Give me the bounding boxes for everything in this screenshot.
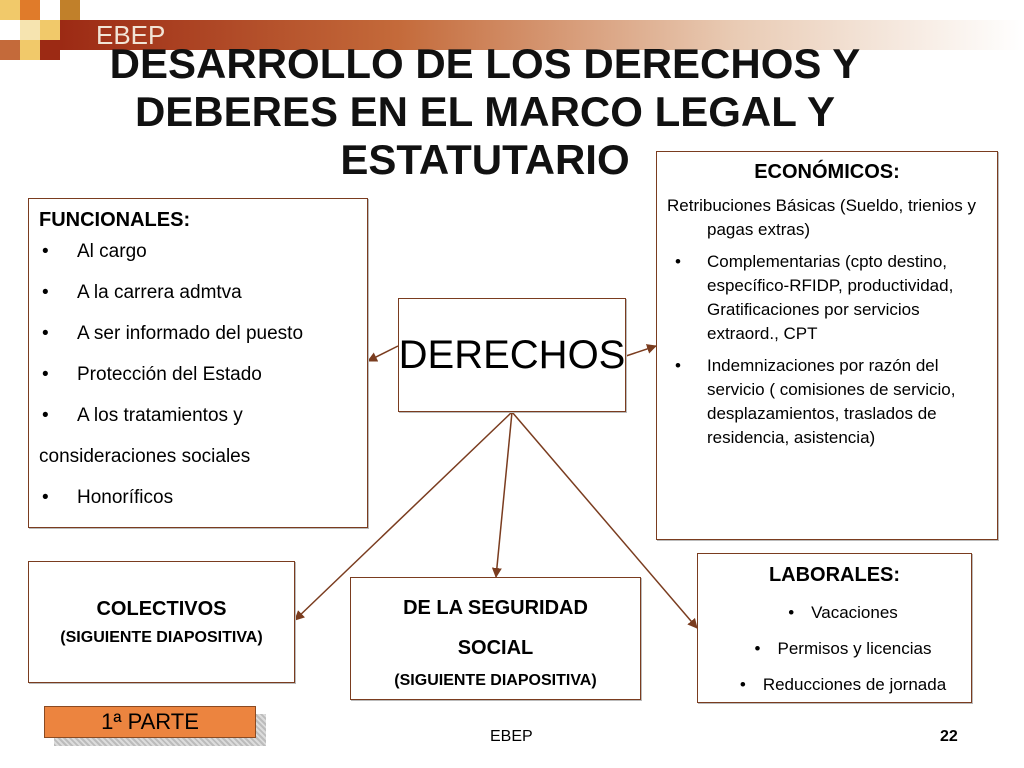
brand-label: EBEP [96, 20, 166, 50]
derechos-label: DERECHOS [398, 332, 626, 377]
arrow-to-economicos [626, 346, 656, 356]
list-item-label: Permisos y licencias [777, 639, 932, 658]
list-item: • Protección del Estado [39, 365, 357, 406]
arrow-to-funcionales [368, 346, 398, 361]
list-item: • A los tratamientos y [39, 406, 357, 447]
list-item: • A la carrera admtva [39, 283, 357, 324]
colectivos-note: (SIGUIENTE DIAPOSITIVA) [60, 628, 263, 646]
part-button[interactable]: 1ª PARTE [44, 706, 256, 738]
bullet: • [788, 603, 795, 622]
list-item: • A ser informado del puesto [39, 324, 357, 365]
list-item [698, 631, 971, 667]
economicos-heading: ECONÓMICOS: [754, 161, 900, 183]
funcionales-heading: FUNCIONALES: [39, 209, 191, 231]
colectivos-heading: COLECTIVOS [96, 597, 227, 620]
economicos-box [656, 151, 998, 540]
bullet: • [754, 639, 761, 658]
page-number: 22 [940, 728, 958, 745]
page-title: DESARROLLO DE LOS DERECHOS Y DEBERES EN EL MARCO LEGAL Y ESTATUTARIO [109, 40, 861, 183]
seguridad-heading-line2: SOCIAL [457, 637, 534, 659]
laborales-heading: LABORALES: [768, 564, 901, 586]
economicos-intro: Retribuciones Básicas (Sueldo, trienios y pagas extras) [667, 196, 976, 239]
colectivos-box [28, 561, 295, 683]
list-item-label: Vacaciones [811, 603, 898, 622]
list-item: • Indemnizaciones por razón del servicio ( comisiones de servicio, desplazamientos, traslados de residencia, asistencia) [667, 354, 987, 450]
derechos-center-box [398, 298, 626, 412]
list-item: • Al cargo [39, 242, 357, 283]
list-item-label: Reducciones de jornada [762, 675, 947, 694]
list-item: • Honoríficos [39, 488, 357, 529]
funcionales-box [28, 198, 368, 528]
arrow-to-seguridad [496, 412, 512, 577]
list-item [698, 595, 971, 631]
footer-text: EBEP [490, 728, 533, 745]
list-item [698, 667, 971, 703]
seguridad-note: (SIGUIENTE DIAPOSITIVA) [394, 672, 597, 689]
list-item: • Complementarias (cpto destino, específico-RFIDP, productividad, Gratificaciones por servicios extraord., CPT [667, 250, 987, 346]
list-item-continuation: consideraciones sociales [39, 446, 251, 467]
seguridad-heading-line1: DE LA SEGURIDAD [403, 597, 588, 619]
bullet: • [739, 675, 746, 694]
laborales-box [697, 553, 972, 703]
seguridad-social-box [350, 577, 641, 700]
